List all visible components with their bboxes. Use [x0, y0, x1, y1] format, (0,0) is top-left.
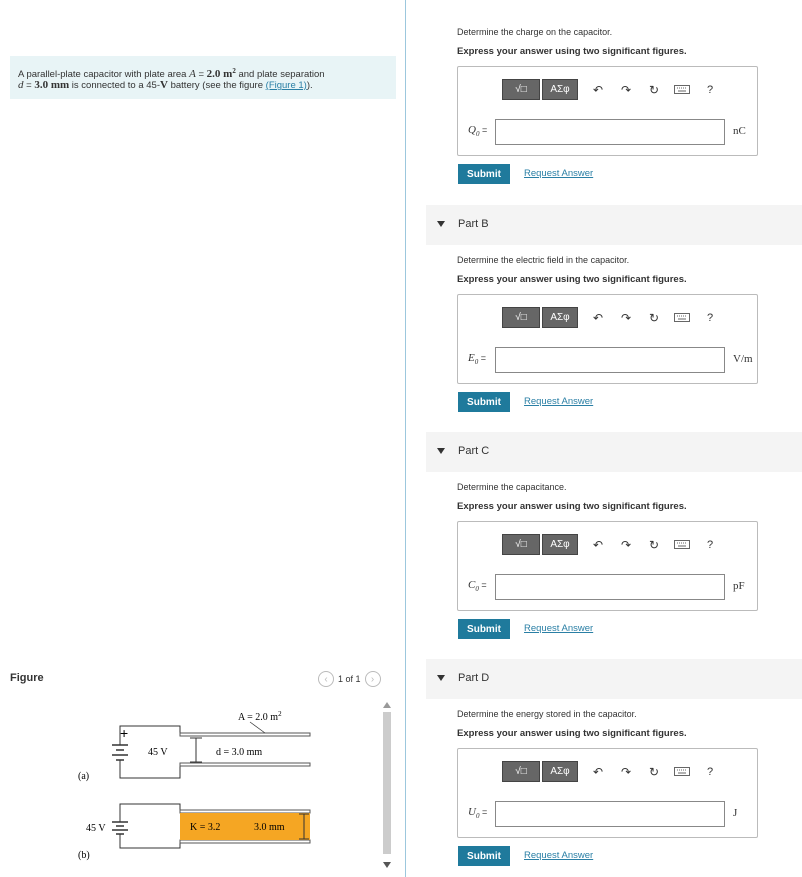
value-separation: 3.0 mm [34, 79, 70, 92]
question-text: Determine the capacitance. [457, 482, 567, 492]
instruction-text: Express your answer using two significant figures. [457, 46, 687, 57]
keyboard-icon[interactable] [668, 765, 696, 779]
unit-label: V/m [733, 353, 753, 365]
variable-label: $U_0$ = [468, 806, 488, 821]
dielectric-label: K = 3.2 [190, 822, 221, 833]
templates-button[interactable]: √□ [502, 761, 540, 782]
problem-text: is connected to a 45- [69, 80, 160, 92]
variable-label: $C_0$ = [468, 579, 487, 594]
help-icon[interactable]: ? [706, 538, 714, 551]
part-title: Part D [458, 672, 490, 684]
request-answer-link[interactable]: Request Answer [524, 850, 594, 861]
reset-icon[interactable]: ↻ [648, 537, 660, 552]
redo-icon[interactable]: ↷ [620, 82, 632, 97]
plate-top-a [180, 733, 310, 736]
submit-button[interactable]: Submit [458, 164, 510, 184]
battery-label-a: 45 V [148, 747, 168, 758]
equals: = [195, 69, 207, 81]
redo-icon[interactable]: ↷ [620, 537, 632, 552]
question-text: Determine the energy stored in the capacitor. [457, 709, 637, 719]
part-title: Part B [458, 218, 489, 230]
keyboard-icon[interactable] [668, 311, 696, 325]
problem-text: battery (see the figure [167, 80, 266, 92]
redo-icon[interactable]: ↷ [620, 764, 632, 779]
undo-icon[interactable]: ↶ [592, 764, 604, 779]
circuit-a [78, 710, 310, 782]
instruction-text: Express your answer using two significant figures. [457, 728, 687, 739]
value-area: 2.0 m [206, 68, 233, 81]
problem-text: A parallel-plate capacitor with plate area [18, 69, 190, 81]
help-icon[interactable]: ? [706, 311, 714, 324]
battery-label-b: 45 V [86, 823, 106, 834]
plate-bottom-a [180, 763, 310, 766]
answer-box [457, 66, 758, 156]
greek-button[interactable]: ΑΣφ [542, 79, 578, 100]
figure-pager [318, 671, 381, 687]
wire [120, 804, 180, 822]
undo-icon[interactable]: ↶ [592, 82, 604, 97]
keyboard-icon[interactable] [668, 538, 696, 552]
leader-line [250, 722, 265, 733]
math-toolbar [502, 307, 724, 328]
area-label: A = 2.0 $m^2$ [238, 710, 282, 723]
unit-label: nC [733, 125, 746, 137]
instruction-text: Express your answer using two significant figures. [457, 501, 687, 512]
collapse-triangle-icon[interactable] [437, 221, 445, 227]
templates-button[interactable]: √□ [502, 534, 540, 555]
label-a: (a) [78, 771, 90, 782]
scroll-up-arrow[interactable] [383, 702, 391, 708]
figure-scrollbar[interactable] [381, 700, 393, 870]
problem-text: and plate separation [235, 69, 325, 81]
problem-statement [10, 56, 396, 99]
equals: = [23, 80, 35, 92]
variable-label: $Q_0$ = [468, 124, 488, 139]
help-icon[interactable]: ? [706, 83, 714, 96]
value-volt: V [160, 79, 168, 92]
undo-icon[interactable]: ↶ [592, 537, 604, 552]
collapse-triangle-icon[interactable] [437, 675, 445, 681]
instruction-text: Express your answer using two significant figures. [457, 274, 687, 285]
answer-box [457, 521, 758, 611]
submit-button[interactable]: Submit [458, 846, 510, 866]
unit-label: pF [733, 580, 745, 592]
wire [120, 726, 180, 735]
part-title: Part C [458, 445, 490, 457]
greek-button[interactable]: ΑΣφ [542, 534, 578, 555]
request-answer-link[interactable]: Request Answer [524, 623, 594, 634]
wire [120, 766, 180, 778]
next-figure-button[interactable]: › [365, 671, 381, 687]
label-b: (b) [78, 850, 90, 861]
answer-box [457, 748, 758, 838]
reset-icon[interactable]: ↻ [648, 764, 660, 779]
math-d: d [18, 79, 24, 92]
answer-input[interactable] [495, 119, 725, 145]
request-answer-link[interactable]: Request Answer [524, 168, 594, 179]
greek-button[interactable]: ΑΣφ [542, 761, 578, 782]
separation-label: d = 3.0 mm [216, 747, 263, 758]
plate-bottom-b [180, 840, 310, 843]
plate-top-b [180, 810, 310, 813]
help-icon[interactable]: ? [706, 765, 714, 778]
answer-input[interactable] [495, 574, 725, 600]
figure-title: Figure [10, 672, 44, 684]
submit-button[interactable]: Submit [458, 392, 510, 412]
plus-sign: + [120, 725, 129, 741]
answer-input[interactable] [495, 347, 725, 373]
prev-figure-button[interactable]: ‹ [318, 671, 334, 687]
math-A: A [189, 68, 196, 81]
gap-label: 3.0 mm [254, 822, 285, 833]
scroll-down-arrow[interactable] [383, 862, 391, 868]
answer-box [457, 294, 758, 384]
keyboard-icon[interactable] [668, 83, 696, 97]
question-text: Determine the charge on the capacitor. [457, 27, 613, 37]
templates-button[interactable]: √□ [502, 79, 540, 100]
wire [120, 834, 180, 848]
variable-label: $E_0$ = [468, 352, 486, 367]
circuit-b [78, 804, 310, 861]
undo-icon[interactable]: ↶ [592, 310, 604, 325]
math-toolbar [502, 534, 724, 555]
templates-button[interactable]: √□ [502, 307, 540, 328]
capacitor-figure [60, 700, 380, 870]
reset-icon[interactable]: ↻ [648, 82, 660, 97]
reset-icon[interactable]: ↻ [648, 310, 660, 325]
column-divider [405, 0, 406, 877]
math-toolbar [502, 761, 724, 782]
collapse-triangle-icon[interactable] [437, 448, 445, 454]
figure-page-indicator: 1 of 1 [338, 674, 361, 684]
scroll-thumb[interactable] [383, 712, 391, 854]
problem-text: ). [306, 80, 313, 92]
unit-label: J [733, 807, 738, 819]
superscript: 2 [232, 67, 236, 75]
math-toolbar [502, 79, 724, 100]
request-answer-link[interactable]: Request Answer [524, 396, 594, 407]
redo-icon[interactable]: ↷ [620, 310, 632, 325]
question-text: Determine the electric field in the capacitor. [457, 255, 630, 265]
submit-button[interactable]: Submit [458, 619, 510, 639]
greek-button[interactable]: ΑΣφ [542, 307, 578, 328]
figure-link[interactable]: (Figure 1) [265, 80, 307, 92]
answer-input[interactable] [495, 801, 725, 827]
